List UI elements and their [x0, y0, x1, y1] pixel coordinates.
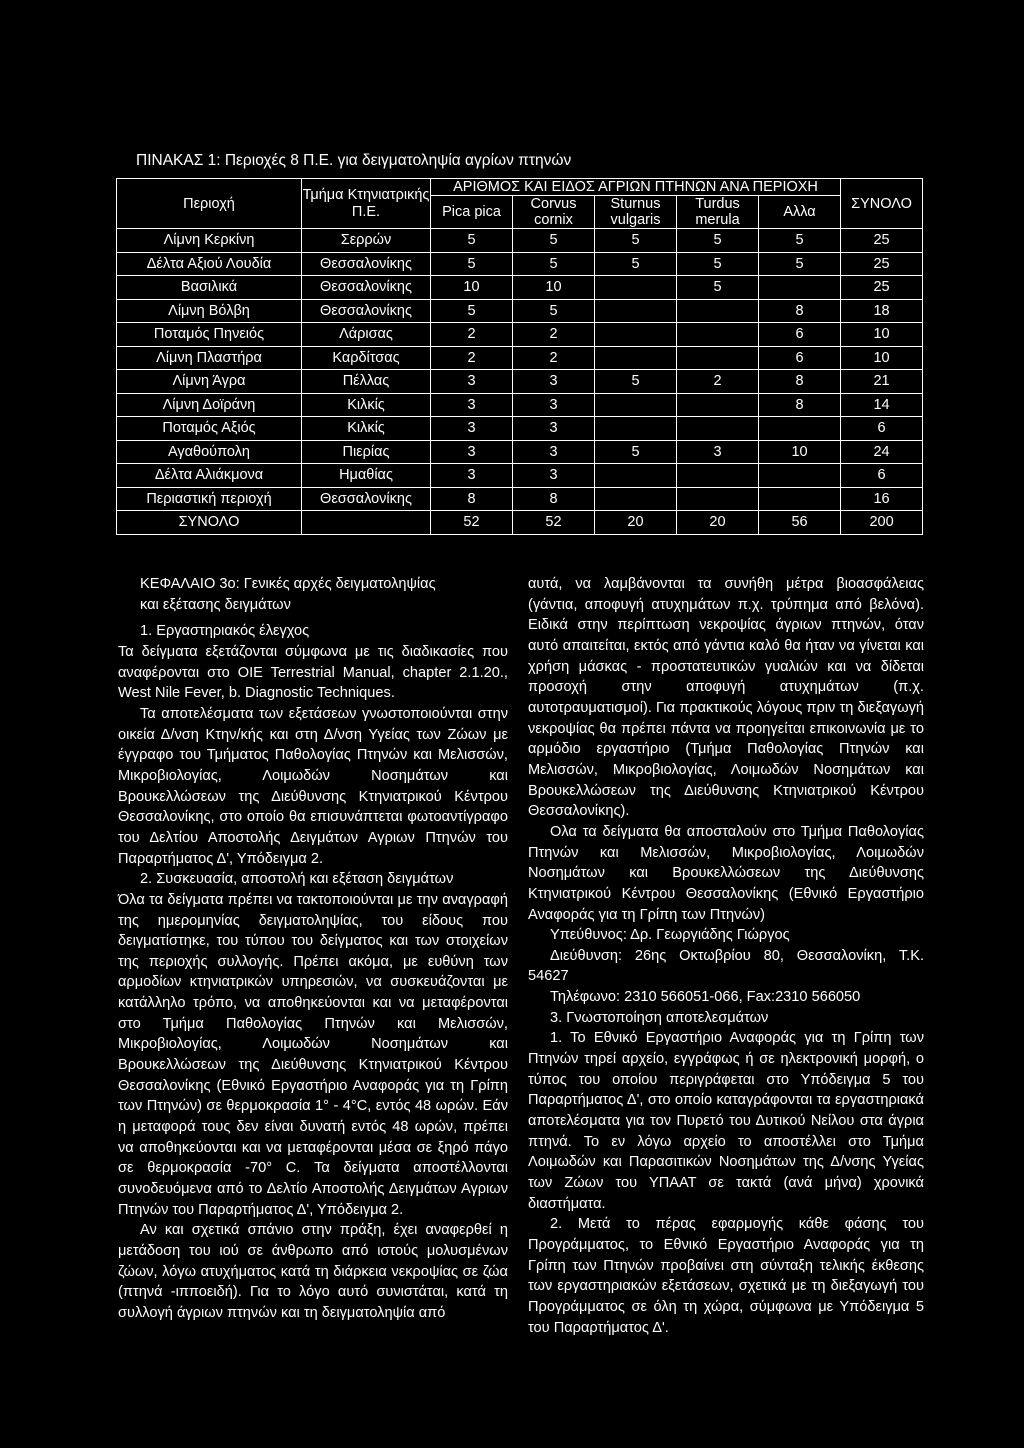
table-cell: [677, 393, 759, 417]
table-cell: 5: [595, 370, 677, 394]
header-species: [431, 196, 513, 229]
table-cell: 5: [759, 229, 841, 253]
table-cell: Κιλκίς: [302, 417, 431, 441]
table-cell: 16: [841, 487, 923, 511]
table-cell: [595, 464, 677, 488]
table-cell: 14: [841, 393, 923, 417]
table-cell: [595, 487, 677, 511]
table-cell: [759, 417, 841, 441]
shipping-paragraph: Ολα τα δείγματα θα αποσταλούν στο Τμήμα Παθολογίας Πτηνών και Μελισσών, Μικροβιολογίας, Λοιμωδών Νοσημάτων και Βρουκελλώσεων της Διεύθυνσης Κτηνιατρικού Κέντρου Θεσσαλονίκης (Εθνικό Εργαστήριο Αναφοράς για τη Γρίπη των Πτηνών): [528, 823, 924, 923]
table-cell: 5: [595, 440, 677, 464]
section-2-paragraph: Αν και σχετικά σπάνιο στην πράξη, έχει αναφερθεί η μετάδοση του ιού σε άνθρωπο από ιστούς μολυσμένων ζώων, λόγω ατυχήματος κατά τη διάρκεια νεκροψίας σε ζώα (πτηνά -ιπποειδή). Για το λόγο αυτό συνιστάται, κατά τη συλλογή άγριων πτηνών και τη δειγματοληψία από: [118, 1222, 508, 1321]
section-1-paragraph: Τα δείγματα εξετάζονται σύμφωνα με τις διαδικασίες που αναφέρονται στο OIE Terrestrial Manual, chapter 2.1.20., West Nile Fever, b. Diagnostic Techniques.: [118, 643, 508, 702]
table-row: [117, 299, 923, 323]
header-species-line: Sturnus: [610, 196, 661, 212]
table-cell: 25: [841, 276, 923, 300]
table-cell: [595, 393, 677, 417]
table-cell: Λίμνη Δοϊράνη: [117, 393, 302, 417]
table-cell: 5: [677, 276, 759, 300]
section-3-paragraph: 1. Το Εθνικό Εργαστήριο Αναφοράς για τη Γρίπη των Πτηνών τηρεί αρχείο, εγγράφως ή σε ηλεκτρονική μορφή, ο τύπος του οποίου περιγράφεται στο Υπόδειγμα 5 του Παραρτήματος Δ', στο οποίο καταγράφονται τα εργαστηριακά αποτελέσματα για τον Πυρετό του Δυτικού Νείλου στα άγρια πτηνά. Το εν λόγω αρχείο το αποστέλλει στο Τμήμα Λοιμωδών και Παρασιτικών Νοσημάτων της Δ/νσης Υγείας των Ζώων του ΥΠΑΑΤ σε τακτά (ανά μήνα) χρονικά διαστήματα.: [528, 1030, 924, 1212]
header-species: [513, 196, 595, 229]
table-cell: Δέλτα Αξιού Λουδία: [117, 252, 302, 276]
table-cell: 3: [431, 417, 513, 441]
section-2-paragraph: Όλα τα δείγματα πρέπει να τακτοποιούνται με την αναγραφή της ημερομηνίας δειγματοληψίας, του είδους που δειγματίστηκε, του τύπου του δείγματος και των στοιχείων της περιοχής συλλογής. Πρέπει ακόμα, με ευθύνη των αρμοδίων κτηνιατρικών υπηρεσιών, να συσκευάζονται με κατάλληλο τρόπο, να αποθηκεύονται και να μεταφέρονται στο Τμήμα Παθολογίας Πτηνών και Μελισσών, Μικροβιολογίας, Λοιμωδών Νοσημάτων και Βρουκελλώσεων της Διεύθυνσης Κτηνιατρικού Κέντρου Θεσσαλονίκης (Εθνικό Εργαστήριο Αναφοράς για τη Γρίπη των Πτηνών) σε θερμοκρασία 1° - 4°C, εντός 48 ωρών. Εάν η μεταφορά τους δεν είναι δυνατή εντός 48 ωρών, πρέπει να αποθηκεύονται και να μεταφέρονται μέσα σε ξηρό πάγο σε θερμοκρασία -70° C. Τα δείγματα αποστέλλονται συνοδευόμενα από το Δελτίο Αποστολής Δειγμάτων Αγριων Πτηνών του Παραρτήματος Δ', Υπόδειγμα 2.: [118, 891, 508, 1218]
table-cell: 5: [513, 299, 595, 323]
table-cell: Βασιλικά: [117, 276, 302, 300]
lab-phone: Τηλέφωνο: 2310 566051-066, Fax:2310 566050: [550, 989, 861, 1006]
table-cell: Ποταμός Αξιός: [117, 417, 302, 441]
table-cell: 18: [841, 299, 923, 323]
table-cell: [677, 299, 759, 323]
table-cell: Πιερίας: [302, 440, 431, 464]
table-row: [117, 511, 923, 535]
section-3-title: 3. Γνωστοποίηση αποτελεσμάτων: [550, 1009, 769, 1026]
table-cell: 3: [431, 393, 513, 417]
table-cell: Θεσσαλονίκης: [302, 487, 431, 511]
regions-table: [116, 178, 923, 535]
table-cell: 3: [513, 464, 595, 488]
table-cell: 25: [841, 229, 923, 253]
header-species: [759, 196, 841, 229]
table-cell: 5: [595, 229, 677, 253]
left-text-column: [118, 574, 508, 1324]
table-cell: 2: [677, 370, 759, 394]
table-cell: Σερρών: [302, 229, 431, 253]
table-cell: 3: [513, 370, 595, 394]
table-cell: 10: [431, 276, 513, 300]
table-cell: [677, 464, 759, 488]
biosafety-paragraph: αυτά, να λαμβάνονται τα συνήθη μέτρα βιοασφάλειας (γάντια, αποφυγή ατυχημάτων π.χ. τρύπημα από βελόνα). Ειδικά στην περίπτωση νεκροψίας άγριων πτηνών, όταν αυτό απαιτείται, εκτός από γάντια καλό θα ήταν να γίνεται και χρήση μάσκας - προστατευτικών γυαλιών και να δίδεται προσοχή στην αποφυγή ατυχημάτων (π.χ. αυτοτραυματισμοί). Για πρακτικούς λόγους πριν τη διεξαγωγή νεκροψίας θα πρέπει πάντα να προηγείται επικοινωνία με το αρμόδιο εργαστήριο (Τμήμα Παθολογίας Πτηνών και Μελισσών, Μικροβιολογίας, Λοιμωδών Νοσημάτων και Βρουκελλώσεων της Διεύθυνσης Κτηνιατρικού Κέντρου Θεσσαλονίκης).: [528, 576, 924, 820]
table-cell: 10: [759, 440, 841, 464]
table-cell: Καρδίτσας: [302, 346, 431, 370]
table-cell: Κιλκίς: [302, 393, 431, 417]
table-cell: [595, 276, 677, 300]
table-cell: 6: [759, 323, 841, 347]
table-row: [117, 464, 923, 488]
table-cell: 8: [431, 487, 513, 511]
table-cell: 5: [431, 299, 513, 323]
table-row: [117, 346, 923, 370]
table-cell: 8: [759, 393, 841, 417]
section-1-paragraph: Τα αποτελέσματα των εξετάσεων γνωστοποιούνται στην οικεία Δ/νση Κτην/κής και στη Δ/νση Υγείας των Ζώων με έγγραφο του Τμήματος Παθολογίας Πτηνών και Μελισσών, Μικροβιολογίας, Λοιμωδών Νοσημάτων και Βρουκελλώσεων της Διεύθυνσης Κτηνιατρικού Κέντρου Θεσσαλονίκης, στο οποίο θα επισυνάπτεται φωτοαντίγραφο του Δελτίου Αποστολής Δειγμάτων Αγριων Πτηνών του Παραρτήματος Δ', Υπόδειγμα 2.: [118, 705, 508, 867]
table-cell: [759, 487, 841, 511]
table-cell: 3: [431, 440, 513, 464]
responsible-person: Υπεύθυνος: Δρ. Γεωργιάδης Γιώργος: [550, 927, 790, 944]
table-cell: 56: [759, 511, 841, 535]
table-cell: 8: [759, 370, 841, 394]
table-row: [117, 323, 923, 347]
table-cell: Περιαστική περιοχή: [117, 487, 302, 511]
table-cell: 2: [513, 323, 595, 347]
table-row: [117, 440, 923, 464]
chapter-title: ΚΕΦΑΛΑΙΟ 3ο: Γενικές αρχές δειγματοληψίας και εξέτασης δειγμάτων: [140, 576, 436, 613]
table-cell: ΣΥΝΟΛΟ: [117, 511, 302, 535]
table-caption: ΠΙΝΑΚΑΣ 1: Περιοχές 8 Π.Ε. για δειγματοληψία αγρίων πτηνών: [136, 152, 572, 169]
header-species-line: Pica pica: [442, 204, 501, 220]
table-cell: 2: [431, 346, 513, 370]
header-species-line: Αλλα: [783, 204, 816, 220]
table-cell: [759, 276, 841, 300]
header-species-line: cornix: [534, 212, 573, 228]
table-cell: Θεσσαλονίκης: [302, 252, 431, 276]
header-species-line: vulgaris: [610, 212, 661, 228]
table-cell: Θεσσαλονίκης: [302, 299, 431, 323]
table-cell: 2: [513, 346, 595, 370]
table-cell: Αγαθούπολη: [117, 440, 302, 464]
table-row: [117, 393, 923, 417]
table-cell: [595, 299, 677, 323]
table-cell: 5: [513, 229, 595, 253]
table-cell: 200: [841, 511, 923, 535]
table-cell: Ποταμός Πηνειός: [117, 323, 302, 347]
table-cell: [677, 487, 759, 511]
table-cell: [595, 323, 677, 347]
table-cell: 3: [513, 417, 595, 441]
section-2-title: 2. Συσκευασία, αποστολή και εξέταση δειγμάτων: [140, 871, 454, 888]
table-row: [117, 487, 923, 511]
table-cell: [595, 346, 677, 370]
table-row: [117, 252, 923, 276]
table-row: [117, 229, 923, 253]
table-cell: 25: [841, 252, 923, 276]
table-cell: 6: [841, 417, 923, 441]
table-cell: 10: [513, 276, 595, 300]
table-cell: Δέλτα Αλιάκμονα: [117, 464, 302, 488]
table-cell: 5: [513, 252, 595, 276]
header-species: [595, 196, 677, 229]
table-cell: 3: [431, 464, 513, 488]
table-cell: [677, 323, 759, 347]
lab-address: Διεύθυνση: 26ης Οκτωβρίου 80, Θεσσαλονίκη, Τ.Κ. 54627: [528, 947, 924, 985]
table-cell: 52: [513, 511, 595, 535]
table-cell: 3: [513, 393, 595, 417]
table-row: [117, 370, 923, 394]
table-cell: Λίμνη Βόλβη: [117, 299, 302, 323]
table-cell: 10: [841, 323, 923, 347]
table-cell: [759, 464, 841, 488]
table-cell: 20: [595, 511, 677, 535]
section-1-title: 1. Εργαστηριακός έλεγχος: [140, 623, 310, 640]
table-cell: Λίμνη Πλαστήρα: [117, 346, 302, 370]
table-cell: 3: [677, 440, 759, 464]
table-cell: Ημαθίας: [302, 464, 431, 488]
table-cell: 5: [595, 252, 677, 276]
table-cell: 2: [431, 323, 513, 347]
table-cell: Πέλλας: [302, 370, 431, 394]
header-species: [677, 196, 759, 229]
header-species-line: Corvus: [530, 196, 577, 212]
table-cell: 52: [431, 511, 513, 535]
table-cell: Λίμνη Κερκίνη: [117, 229, 302, 253]
table-cell: Λάρισας: [302, 323, 431, 347]
table-row: [117, 417, 923, 441]
table-cell: [595, 417, 677, 441]
table-cell: 8: [759, 299, 841, 323]
table-cell: Λίμνη Άγρα: [117, 370, 302, 394]
header-species-line: Turdus: [695, 196, 740, 212]
table-cell: 6: [759, 346, 841, 370]
table-row: [117, 276, 923, 300]
table-cell: 5: [677, 252, 759, 276]
table-cell: 20: [677, 511, 759, 535]
table-cell: Θεσσαλονίκης: [302, 276, 431, 300]
table-cell: 8: [513, 487, 595, 511]
header-species-line: merula: [695, 212, 740, 228]
table-cell: 5: [677, 229, 759, 253]
table-cell: 10: [841, 346, 923, 370]
table-cell: [677, 417, 759, 441]
table-cell: 6: [841, 464, 923, 488]
table-cell: [677, 346, 759, 370]
table-cell: 5: [759, 252, 841, 276]
header-region: Περιοχή: [117, 179, 302, 229]
table-cell: 3: [431, 370, 513, 394]
right-text-column: [528, 574, 924, 1338]
table-cell: 5: [431, 252, 513, 276]
table-cell: 21: [841, 370, 923, 394]
section-3-paragraph: 2. Μετά το πέρας εφαρμογής κάθε φάσης του Προγράμματος, το Εθνικό Εργαστήριο Αναφοράς για τη Γρίπη των Πτηνών προβαίνει στη σύνταξη τελικής έκθεσης των εργαστηριακών εξετάσεων, σχετικά με τη διεξαγωγή του Προγράμματος σε όλη τη χώρα, σύμφωνα με Υπόδειγμα 5 του Παραρτήματος Δ'.: [528, 1216, 924, 1336]
table-cell: 5: [431, 229, 513, 253]
header-vet-dept: Τμήμα Κτηνιατρικής Π.Ε.: [302, 179, 431, 229]
table-cell: [302, 511, 431, 535]
header-species-group: ΑΡΙΘΜΟΣ ΚΑΙ ΕΙΔΟΣ ΑΓΡΙΩΝ ΠΤΗΝΩΝ ΑΝΑ ΠΕΡΙΟΧΗ: [431, 179, 841, 196]
table-cell: 3: [513, 440, 595, 464]
header-total: ΣΥΝΟΛΟ: [841, 179, 923, 229]
table-cell: 24: [841, 440, 923, 464]
